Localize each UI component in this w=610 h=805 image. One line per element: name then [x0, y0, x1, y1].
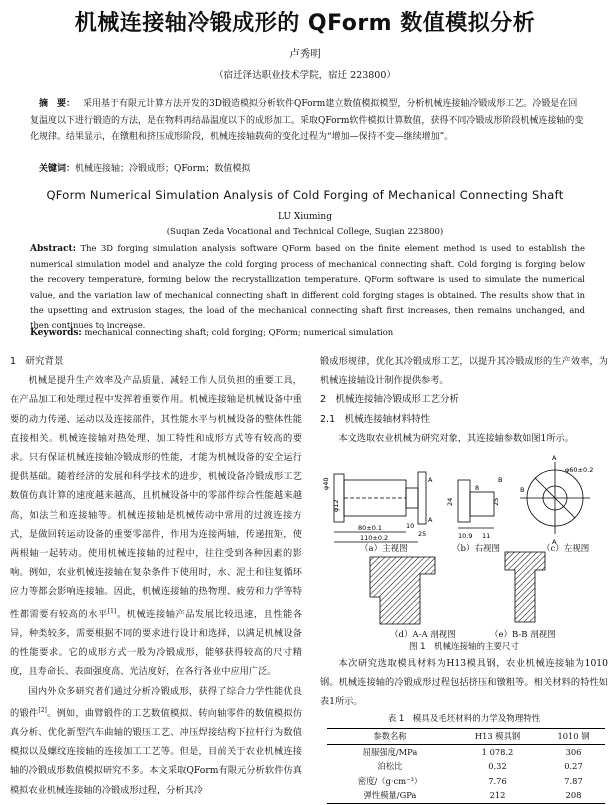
table-cell: 密度/（g·cm⁻³）: [357, 775, 423, 786]
author-affiliation-en: (Suqian Zeda Vocational and Technical College, Suqian 223800): [166, 227, 444, 237]
table-header-1010: 1010 钢: [557, 731, 590, 742]
caption-left-view: （c）左视图: [542, 544, 590, 554]
section2-heading: 2 机械连接轴冷锻成形工艺分析: [320, 394, 460, 406]
dim-r11: 11: [482, 532, 491, 540]
paper-title-en: QForm Numerical Simulation Analysis of Cold Forging of Mechanical Connecting Shaft: [46, 188, 564, 202]
section1-p2-text: 国内外众多研究者们通过分析冷锻成形，获得了综合力学性能优良的锻件: [10, 685, 302, 719]
table-row: [327, 788, 605, 803]
table-cell: 1 078.2: [481, 746, 514, 757]
section21-heading: 2.1 机械连接轴材料特性: [320, 413, 431, 425]
table-row: [327, 759, 605, 774]
marker-b-left: B: [520, 486, 525, 494]
table-row: [327, 744, 605, 759]
section1-paragraph2: [10, 682, 302, 800]
table-cell: 7.87: [564, 775, 583, 786]
table-cell: 0.27: [564, 761, 583, 772]
keywords-cn-text: 机械连接轴；冷锻成形；QForm；数值模拟: [75, 164, 251, 174]
citation-ref: [2]: [38, 706, 47, 714]
keywords-en: [30, 327, 585, 338]
section1-heading: 1 研究背景: [10, 356, 64, 367]
caption-front-view: （a）主视图: [360, 544, 408, 554]
section21-paragraph: 本文选取农业机械为研究对象，其连接轴参数如图1所示。: [338, 432, 574, 444]
table-row: [327, 774, 605, 789]
author-name: 卢秀明: [289, 48, 321, 60]
keywords-en-label: Keywords:: [30, 328, 82, 338]
table-cell: 屈服强度/MPa: [362, 746, 418, 757]
keywords-en-text: mechanical connecting shaft; cold forging; QForm; numerical simulation: [84, 327, 394, 337]
dim-r25: 25: [492, 497, 500, 506]
section1-p2-tail: 。例如，曲臂锻件的工艺数值模拟、转向轴零件的数值模拟仿真分析、优化新型汽车曲轴的锻压工艺、冲压焊接结构下拉杆行为数值模拟以及螺纹连接轴的连接加工工艺等。但是，目前关于农业机械连接轴的冷锻成形数值模拟研究不多。本文采取QForm有限元分析软件仿真模拟农业机械连接轴的冷锻成形过程，分析其冷: [10, 707, 303, 796]
right-column-after-figure: [320, 654, 608, 711]
section1-paragraph1: [10, 371, 302, 681]
author-affiliation: （宿迁泽达职业技术学院，宿迁 223800）: [214, 70, 396, 81]
marker-a-front: A: [428, 476, 433, 484]
right-paragraph-top: 锻成形规律，优化其冷锻成形工艺，以提升其冷锻成形的生产效率，为机械连接轴设计制作提供参考。: [320, 356, 608, 387]
table-header-param: 参数名称: [373, 731, 407, 742]
table-cell: 208: [565, 790, 582, 801]
table-cell: 泊松比: [377, 761, 403, 772]
abstract-cn: [30, 96, 585, 146]
marker-a-left: A: [552, 454, 557, 462]
dim-d12: φ12: [332, 499, 340, 512]
right-column: [320, 352, 608, 448]
dim-r10-9: 10.9: [458, 532, 473, 540]
abstract-en-label: Abstract:: [30, 244, 77, 254]
table-cell: 306: [565, 746, 582, 757]
table-1: [327, 728, 605, 804]
section1-p1-tail: 。机械连接轴产品发展比较迅速，且性能各异，种类较多，需要根据不同的要求进行设计和选择，以满足机械设备的性能要求。它的成形方式一般为冷锻成形，能够获得较高的尺寸精度，且寿命长、表面强度高、光洁度好，在各行各业中应用广泛。: [10, 608, 303, 678]
dim-len80: 80±0.1: [358, 524, 383, 532]
abstract-cn-label: 摘 要：: [39, 99, 76, 109]
table-header-row: [327, 729, 605, 745]
caption-bb-section: （e）B-B 剖视图: [490, 630, 556, 640]
dim-r24: 24: [446, 497, 454, 506]
caption-aa-section: （d）A-A 剖视图: [390, 630, 456, 640]
keywords-cn: [30, 161, 585, 174]
dim-w25: 25: [418, 530, 427, 538]
materials-paragraph: 本次研究选取模具材料为H13模具钢，农业机械连接轴为1010钢。机械连接轴的冷锻成形过程包括挤压和镦粗等。相关材料的特性如表1所示。: [320, 658, 608, 707]
table-cell: 212: [489, 790, 506, 801]
figure-1: [320, 452, 608, 652]
marker-a-left-bottom: A: [552, 538, 557, 546]
dim-phi60: φ60±0.2: [565, 466, 594, 474]
keywords-cn-label: 关键词：: [39, 164, 76, 174]
bb-section-drawing: [505, 552, 545, 622]
table-1-caption: 表 1 模具及毛坯材料的力学及物理特性: [387, 714, 541, 724]
section1-p1-text: 机械是提升生产效率及产品质量、减轻工作人员负担的重要工具，在产品加工和处理过程中发挥着重要作用。机械连接轴是机械设备中重要的动力传递、运动以及连接部件，其性能水平与机械设备的整体性能直接相关。机械连接轴对热处理、加工特性和成形方式等有较高的要求。只有保证机械连接轴冷锻成形的性能，才能为机械设备的安全运行提供基础。随着经济的发展和科学技术的进步，机械设备冷锻成形工艺数值仿真计算的速度越来越高，且机械设备中的零部件综合性能越来越高，如法兰和连接轴等。机械连接轴是机械传动中常用的过渡连接方式，是做回转运动设备的重要零部件，作用为连接两轴，传递扭矩，使两根轴一起转动。使用机械连接轴的过程中，往往受到各种因素的影响。例如，农业机械连接轴在复杂条件下使用时，水、泥土和往复循环应力等都会影响连接轴。因此，机械连接轴的热物理、疲劳和力学等特性都需要有较高的水平: [10, 375, 302, 620]
table-cell: 7.76: [488, 775, 507, 786]
paper-title: 机械连接轴冷锻成形的 QForm 数值模拟分析: [74, 11, 536, 36]
dim-r8: 8: [475, 484, 480, 492]
table-cell: 0.32: [488, 761, 507, 772]
abstract-en: [30, 241, 585, 333]
aa-section-drawing: [370, 557, 435, 624]
dim-w10: 10: [406, 522, 415, 530]
dim-len110: 110±0.2: [360, 534, 389, 542]
table-header-h13: H13 模具钢: [474, 731, 521, 742]
citation-ref: [1]: [107, 607, 117, 615]
abstract-en-text: The 3D forging simulation analysis software QForm based on the finite element method is used to establish the numerical simulation model and analyze the cold forging process of mechanical connecting shaft. Cold forging is forging below the recovery temperature, forming below the recrystallization temperature. QForm software is used to simulate the numerical value, and the variation law of mechanical connecting shaft in different cold forging stages is obtained. The results show that in the upsetting and extrusion stages, the load of the mechanical connecting shaft first increases, then remains unchanged, and then continues to increase.: [30, 243, 585, 331]
author-name-en: LU Xiuming: [278, 212, 332, 222]
left-column: [10, 352, 302, 800]
caption-right-view: （b）右视图: [452, 544, 500, 554]
dim-d40: φ40: [322, 477, 330, 490]
table-cell: 弹性模量/GPa: [363, 790, 417, 801]
figure-1-caption: 图 1 机械连接轴的主要尺寸: [408, 642, 520, 652]
marker-b-right: B: [498, 476, 503, 484]
abstract-cn-text: 采用基于有限元计算方法开发的3D锻造模拟分析软件QForm建立数值模拟模型，分析机械连接轴冷锻成形工艺。冷锻是在回复温度以下进行锻造的方法，是在物料再结晶温度以下的成形加工。采取QForm软件模拟计算数值，获得不同冷锻成形阶段机械连接轴的变化规律。结果显示，在镦粗和挤压成形阶段，机械连接轴载荷的变化过程为“增加—保持不变—继续增加”。: [30, 99, 584, 142]
marker-a-front-bottom: A: [428, 516, 433, 524]
